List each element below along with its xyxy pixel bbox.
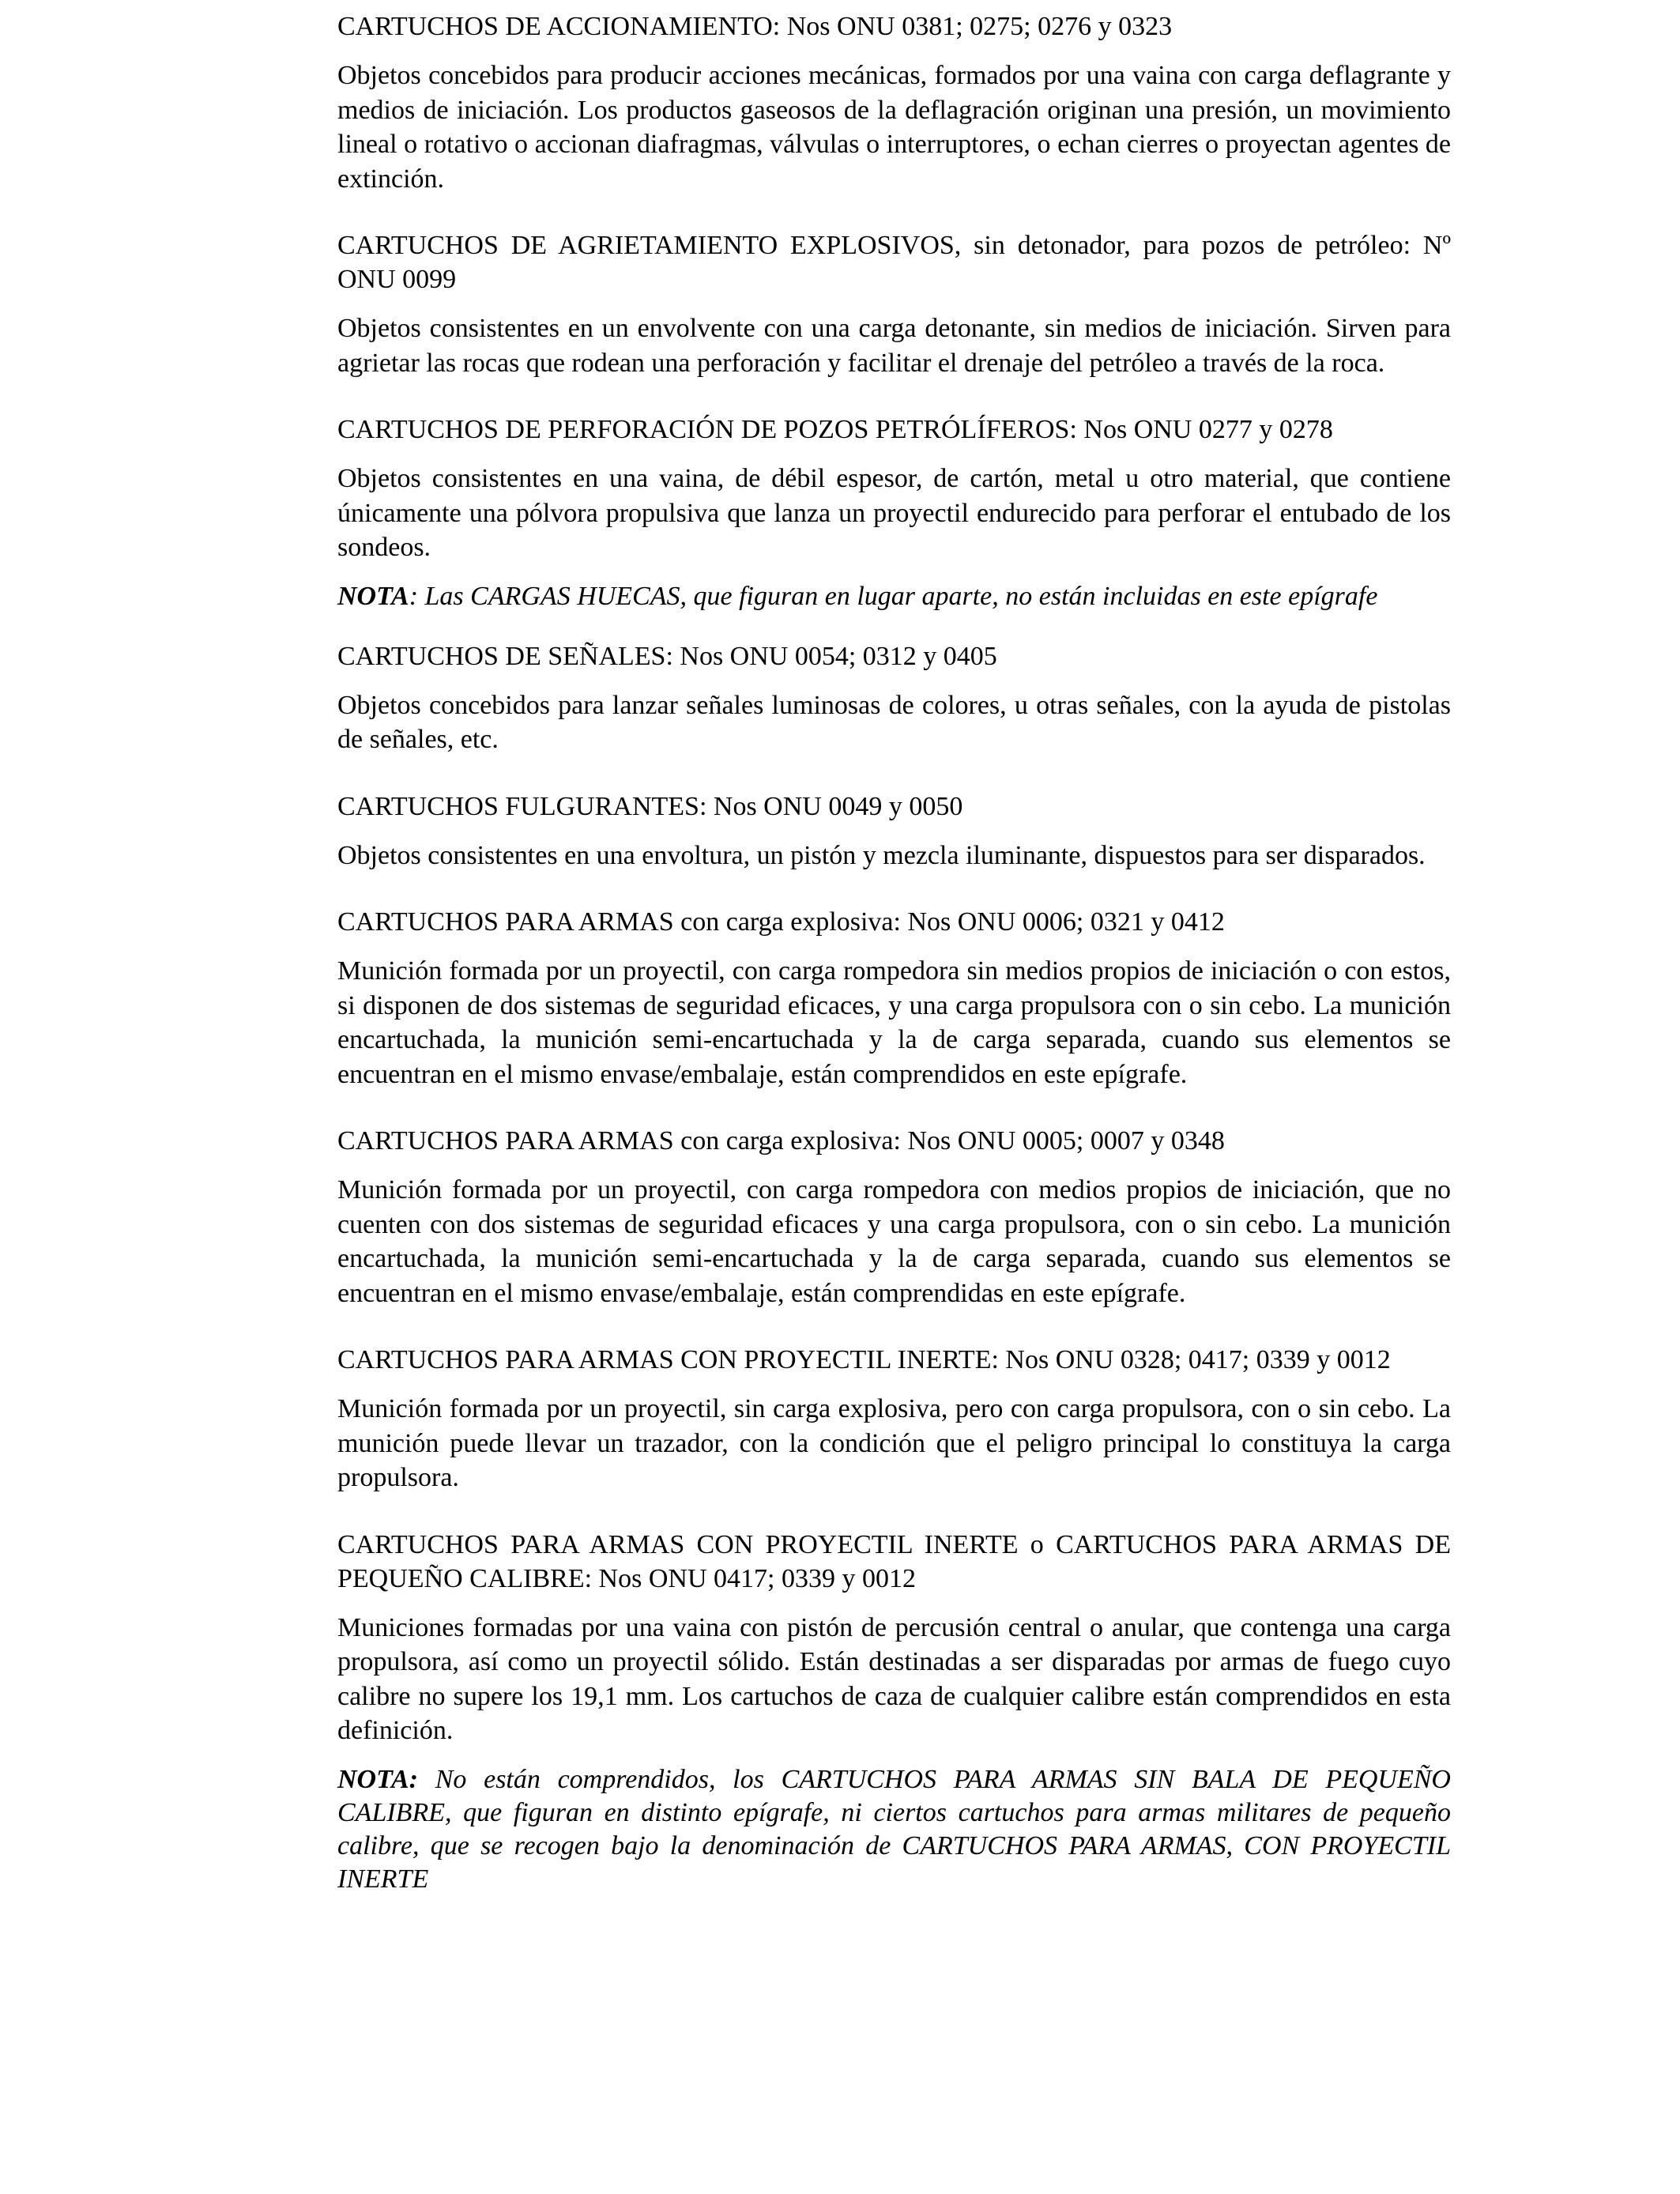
entry-description: Munición formada por un proyectil, sin carga explosiva, pero con carga propulsora, con o sin cebo. La munición puede llevar un trazador, con la condición que el peligro principal lo constituya la carga propulsora.: [337, 1394, 1451, 1492]
entry-description: Municiones formadas por una vaina con pistón de percusión central o anular, que contenga una carga propulsora, así como un proyectil sólido. Están destinadas a ser disparadas por armas de fuego cuyo calibre no supere los 19,1 mm. Los cartuchos de caza de cualquier calibre están comprendidos en esta definición.: [337, 1612, 1451, 1745]
entry-description: Objetos consistentes en una vaina, de débil espesor, de cartón, metal u otro material, que contiene únicamente una pólvora propulsiva que lanza un proyectil endurecido para perforar el entubado de los sondeos.: [337, 464, 1451, 562]
entry-heading: CARTUCHOS PARA ARMAS CON PROYECTIL INERTE: Nos ONU 0328; 0417; 0339 y 0012: [337, 1345, 1391, 1374]
entry-heading: CARTUCHOS DE PERFORACIÓN DE POZOS PETRÓLÍFEROS: Nos ONU 0277 y 0278: [337, 415, 1333, 444]
entry-note: [337, 1763, 1451, 1896]
entry-armas-pequeno-calibre: [337, 1528, 1451, 1896]
entry-description: Objetos concebidos para lanzar señales luminosas de colores, u otras señales, con la ayuda de pistolas de señales, etc.: [337, 690, 1451, 754]
document-body: [337, 9, 1451, 1896]
entry-heading: CARTUCHOS DE SEÑALES: Nos ONU 0054; 0312 y 0405: [337, 641, 997, 671]
entry-description: Munición formada por un proyectil, con carga rompedora sin medios propios de iniciación o con estos, si disponen de dos sistemas de seguridad eficaces, y una carga propulsora con o sin cebo. La munición encartuchada, la munición semi-encartuchada y la de carga separada, cuando sus elementos se encuentran en el mismo envase/embalaje, están comprendidos en este epígrafe.: [337, 956, 1451, 1089]
entry-perforacion: [337, 413, 1451, 613]
entry-fulgurantes: [337, 790, 1451, 873]
entry-description: Objetos consistentes en una envoltura, un pistón y mezcla iluminante, dispuestos para ser disparados.: [337, 840, 1426, 870]
entry-agrietamiento: [337, 228, 1451, 380]
entry-note: [337, 580, 1451, 613]
entry-armas-proyectil-inerte: [337, 1343, 1451, 1495]
entry-heading: CARTUCHOS PARA ARMAS CON PROYECTIL INERTE o CARTUCHOS PARA ARMAS DE PEQUEÑO CALIBRE: Nos ONU 0417; 0339 y 0012: [337, 1529, 1451, 1593]
note-text: : Las CARGAS HUECAS, que figuran en lugar aparte, no están incluidas en este epígrafe: [409, 581, 1378, 611]
note-label: NOTA:: [337, 1764, 418, 1794]
note-label: NOTA: [337, 581, 409, 611]
entry-heading: CARTUCHOS FULGURANTES: Nos ONU 0049 y 0050: [337, 791, 963, 821]
entry-heading: CARTUCHOS PARA ARMAS con carga explosiva: Nos ONU 0006; 0321 y 0412: [337, 907, 1225, 937]
entry-senales: [337, 639, 1451, 757]
note-text: No están comprendidos, los CARTUCHOS PARA ARMAS SIN BALA DE PEQUEÑO CALIBRE, que figuran en distinto epígrafe, ni ciertos cartuchos para armas militares de pequeño calibre, que se recogen bajo la denominación de CARTUCHOS PARA ARMAS, CON PROYECTIL INERTE: [337, 1764, 1451, 1894]
entry-description: Munición formada por un proyectil, con carga rompedora con medios propios de iniciación, que no cuenten con dos sistemas de seguridad eficaces y una carga propulsora, con o sin cebo. La munición encartuchada, la munición semi-encartuchada y la de carga separada, cuando sus elementos se encuentran en el mismo envase/embalaje, están comprendidas en este epígrafe.: [337, 1175, 1451, 1308]
entry-armas-carga-explosiva-1: [337, 905, 1451, 1091]
entry-heading: CARTUCHOS DE ACCIONAMIENTO: Nos ONU 0381; 0275; 0276 y 0323: [337, 12, 1173, 41]
entry-description: Objetos consistentes en un envolvente con una carga detonante, sin medios de iniciación. Sirven para agrietar las rocas que rodean una perforación y facilitar el drenaje del petróleo a través de la roca.: [337, 314, 1451, 378]
entry-heading: CARTUCHOS DE AGRIETAMIENTO EXPLOSIVOS, sin detonador, para pozos de petróleo: Nº ONU 0099: [337, 231, 1451, 294]
entry-accionamiento: [337, 9, 1451, 196]
entry-armas-carga-explosiva-2: [337, 1124, 1451, 1310]
entry-heading: CARTUCHOS PARA ARMAS con carga explosiva: Nos ONU 0005; 0007 y 0348: [337, 1126, 1225, 1155]
entry-description: Objetos concebidos para producir acciones mecánicas, formados por una vaina con carga deflagrante y medios de iniciación. Los productos gaseosos de la deflagración originan una presión, un movimiento lineal o rotativo o accionan diafragmas, válvulas o interruptores, o echan cierres o proyectan agentes de extinción.: [337, 61, 1451, 194]
